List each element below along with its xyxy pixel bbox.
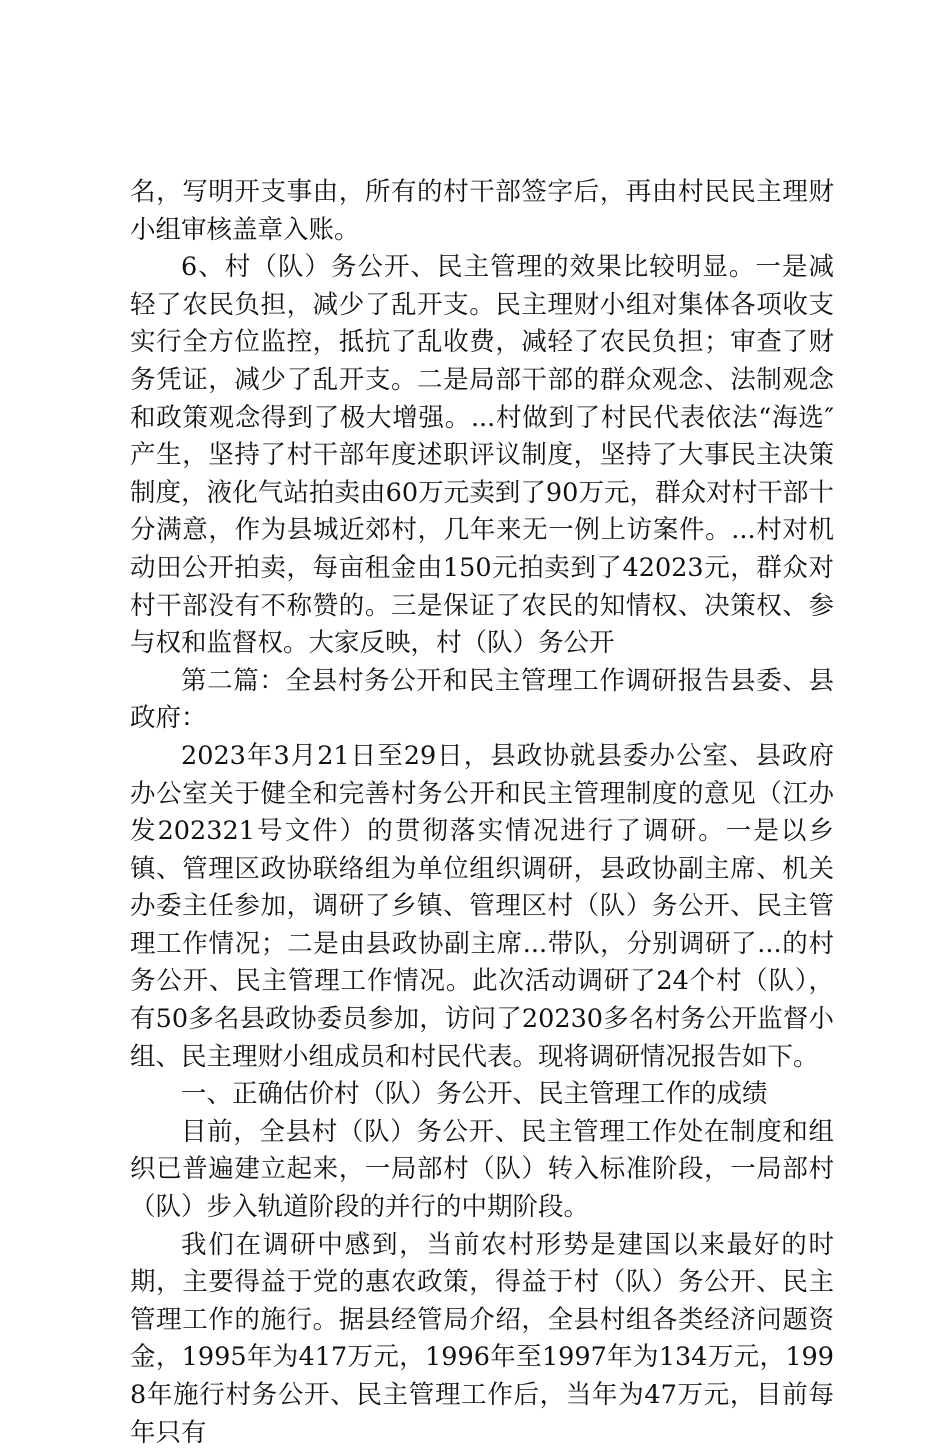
paragraph-findings: 我们在调研中感到，当前农村形势是建国以来最好的时期，主要得益于党的惠农政策，得益于村（队）务公开、民主管理工作的施行。据县经管局介绍，全县村组各类经济问题资金，1995年为417万元，1996年至1997年为134万元，1998年施行村务公开、民主管理工作后，当年为47万元，目前每年只有: [130, 1229, 834, 1448]
paragraph-survey-intro: 2023年3月21日至29日，县政协就县委办公室、县政府办公室关于健全和完善村务公开和民主管理制度的意见（江办发202321号文件）的贯彻落实情况进行了调研。一是以乡镇、管理区政协联络组为单位组织调研，县政协副主席、机关办委主任参加，调研了乡镇、管理区村（队）务公开、民主管理工作情况；二是由县政协副主席...带队，分别调研了...的村务公开、民主管理工作情况。此次活动调研了24个村（队），有50多名县政协委员参加，访问了20230多名村务公开监督小组、民主理财小组成员和村民代表。现将调研情况报告如下。: [130, 740, 834, 1072]
section-title-part-two: 第二篇：全县村务公开和民主管理工作调研报告县委、县政府：: [130, 665, 834, 734]
heading-section-one: 一、正确估价村（队）务公开、民主管理工作的成绩: [181, 1079, 768, 1110]
paragraph-continuation: 名，写明开支事由，所有的村干部签字后，再由村民民主理财小组审核盖章入账。: [130, 177, 834, 245]
document-body: [130, 174, 834, 1452]
paragraph-current-stage: 目前，全县村（队）务公开、民主管理工作处在制度和组织已普遍建立起来，一局部村（队）转入标准阶段，一局部村（队）步入轨道阶段的并行的中期阶段。: [130, 1116, 834, 1223]
paragraph-item-6: 6、村（队）务公开、民主管理的效果比较明显。一是减轻了农民负担，减少了乱开支。民主理财小组对集体各项收支实行全方位监控，抵抗了乱收费，减轻了农民负担；审查了财务凭证，减少了乱开支。二是局部干部的群众观念、法制观念和政策观念得到了极大增强。...村做到了村民代表依法“海选″产生，坚持了村干部年度述职评议制度，坚持了大事民主决策制度，液化气站拍卖由60万元卖到了90万元，群众对村干部十分满意，作为县城近郊村，几年来无一例上访案件。...村对机动田公开拍卖，每亩租金由150元拍卖到了42023元，群众对村干部没有不称赞的。三是保证了农民的知情权、决策权、参与权和监督权。大家反映，村（队）务公开: [130, 252, 834, 659]
